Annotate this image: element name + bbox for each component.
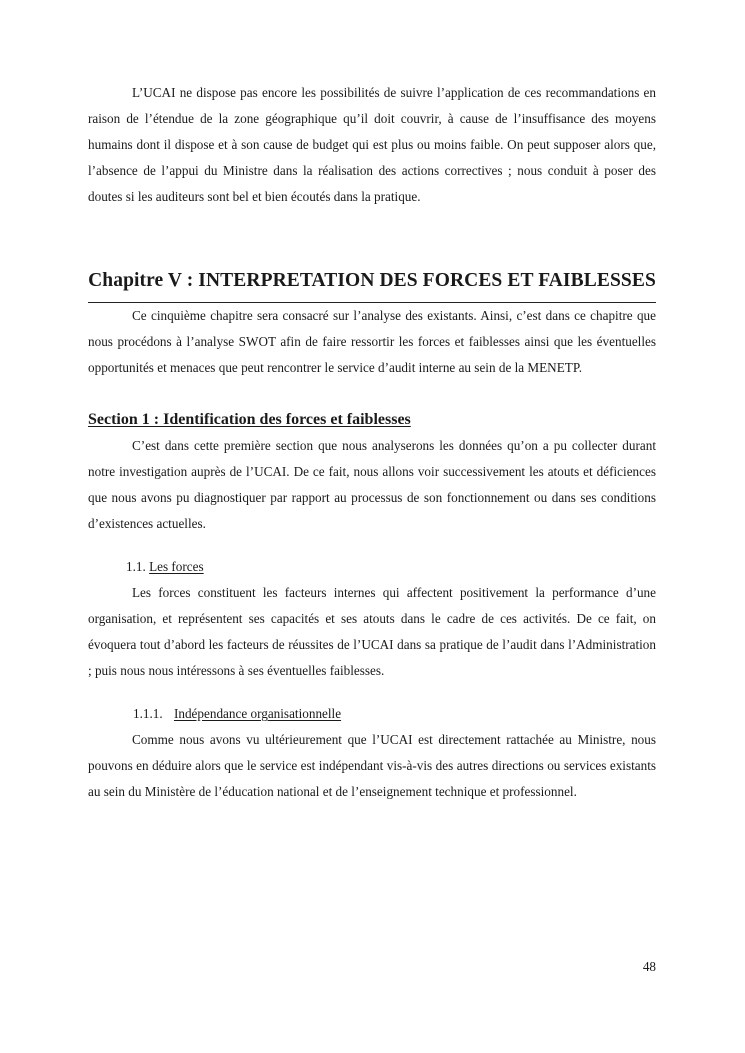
chapter-intro-paragraph: Ce cinquième chapitre sera consacré sur l’analyse des existants. Ainsi, c’est dans ce chapitre que nous procédons à l’analyse SWOT afin de faire ressortir les forces et faiblesses ainsi que les éventuelles opportunités et menaces que peut rencontrer le service d’audit interne au sein de la MENETP.: [88, 308, 656, 375]
page-number: 48: [642, 959, 656, 974]
subsubsection-title: Indépendance organisationnelle: [173, 706, 342, 721]
subsubsection-paragraph: Comme nous avons vu ultérieurement que l’UCAI est directement rattachée au Ministre, nous pouvons en déduire alors que le service est indépendant vis-à-vis des autres directions ou services existants au sein du Ministère de l’éducation national et de l’enseignement technique et professionnel.: [88, 732, 656, 799]
subsection-heading: [126, 554, 656, 580]
subsection-number: 1.1.: [126, 559, 146, 574]
intro-paragraph: L’UCAI ne dispose pas encore les possibilités de suivre l’application de ces recommandations en raison de l’étendue de la zone géographique qu’il doit couvrir, à cause de l’insuffisance des moyens humains dont il dispose et à son cause de budget qui est plus ou moins faible. On peut supposer alors que, l’absence de l’appui du Ministre dans la réalisation des actions correctives ; nous conduit à poser des doutes si les auditeurs sont bel et bien écoutés dans la pratique.: [88, 85, 656, 204]
document-page: [88, 80, 656, 805]
subsection-title: Les forces: [149, 559, 204, 574]
subsubsection-number: 1.1.1.: [133, 706, 163, 721]
section-intro-paragraph: C’est dans cette première section que nous analyserons les données qu’on a pu collecter durant notre investigation auprès de l’UCAI. De ce fait, nous allons voir successivement les atouts et déficiences que nous avons pu diagnostiquer par rapport au processus de son fonctionnement ou dans ses conditions d’existences actuelles.: [88, 438, 656, 531]
subsection-paragraph: Les forces constituent les facteurs internes qui affectent positivement la performance d’une organisation, et représentent ses capacités et ses atouts dans le cadre de ces activités. De ce fait, on évoquera tout d’abord les facteurs de réussites de l’UCAI dans sa pratique de l’audit dans l’Administration ; puis nous nous intéressons à ses éventuelles faiblesses.: [88, 585, 656, 678]
section-title: Section 1 : Identification des forces et faiblesses: [88, 411, 411, 428]
subsubsection-heading: [133, 701, 656, 727]
chapter-title: Chapitre V : INTERPRETATION DES FORCES ET FAIBLESSES: [88, 268, 656, 303]
